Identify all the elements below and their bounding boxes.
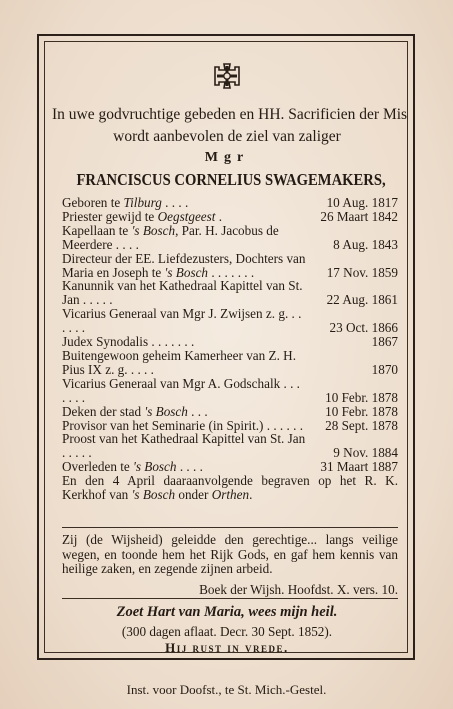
biography-entry [62, 419, 398, 433]
entry-date: 1870 [371, 361, 398, 377]
entry-date: 22 Aug. 1861 [326, 292, 398, 308]
title-prefix: Mgr [204, 150, 250, 165]
entry-text: Priester gewijd te Oegstgeest . [62, 208, 223, 224]
entry-text: Overleden te 's Bosch . . . . [62, 459, 203, 475]
biography-entry [62, 377, 398, 405]
biography-entry [62, 224, 398, 252]
divider [62, 527, 398, 528]
cross-ornament-icon [213, 62, 241, 90]
quote-source: Boek der Wijsh. Hoofdst. X. vers. 10. [199, 582, 398, 597]
entry-text: Buitengewoon geheim Kamerheer van Z. H. Pius IX z. g. . . . . [62, 347, 297, 377]
entry-date: 28 Sept. 1878 [325, 417, 398, 433]
entry-date: 8 Aug. 1843 [333, 236, 398, 252]
entry-date: 10 Febr. 1878 [325, 389, 398, 405]
entry-text: Directeur der EE. Liefdezusters, Dochters van Maria en Joseph te 's Bosch . . . . . . . [62, 250, 306, 280]
entry-date: 31 Maart 1887 [320, 459, 398, 475]
biography-entry [62, 307, 398, 335]
entry-text: Vicarius Generaal van Mgr A. Godschalk . . . . . . . [62, 375, 300, 405]
biography-entry [62, 335, 398, 349]
biography-entry [62, 405, 398, 419]
divider [62, 598, 398, 599]
deceased-name: FRANCISCUS CORNELIUS SWAGEMAKERS, [76, 170, 386, 189]
rest-in-peace: Hij rust in vrede. [165, 640, 289, 655]
entry-text: Vicarius Generaal van Mgr J. Zwijsen z. g. . . . . . . [62, 306, 302, 336]
entry-date: 26 Maart 1842 [320, 208, 398, 224]
entry-date: 10 Aug. 1817 [326, 195, 398, 210]
biography-entry [62, 349, 398, 377]
indulgence-note: (300 dagen aflaat. Decr. 30 Sept. 1852). [121, 624, 333, 639]
entry-text: Deken der stad 's Bosch . . . [62, 403, 208, 419]
burial-note: En den 4 April daaraanvolgende begraven op het R. K. Kerkhof van 's Bosch onder Orthen. [62, 473, 398, 503]
entry-text: Proost van het Kathedraal Kapittel van St. Jan . . . . . [62, 431, 306, 461]
entry-text: Kapellaan te 's Bosch, Par. H. Jacobus de Meerdere . . . . [62, 222, 279, 252]
entry-date: 10 Febr. 1878 [325, 403, 398, 419]
prayer-line: Zoet Hart van Maria, wees mijn heil. [116, 604, 338, 620]
biography-entry [62, 432, 398, 460]
biography-entry [62, 252, 398, 280]
entry-text: Kanunnik van het Kathedraal Kapittel van St. Jan . . . . . [62, 278, 303, 308]
intro-line-2: wordt aanbevolen de ziel van zaliger [113, 128, 341, 145]
biography-list [62, 196, 398, 502]
scripture-quote: Zij (de Wijsheid) geleidde den gerechtige... langs veilige wegen, en toonde hem het Rijk Gods, en gaf hem kennis van heilige zaken, en zegende zijnen arbeid. [62, 532, 398, 577]
entry-text: Judex Synodalis . . . . . . . [62, 334, 195, 350]
entry-date: 1867 [371, 334, 398, 350]
biography-entry [62, 279, 398, 307]
entry-date: 23 Oct. 1866 [329, 320, 398, 336]
entry-text: Geboren te Tilburg . . . . [62, 195, 189, 210]
entry-date: 9 Nov. 1884 [333, 445, 398, 461]
entry-text: Provisor van het Seminarie (in Spirit.) . . . . . . [62, 417, 304, 433]
printer-imprint: Inst. voor Doofst., te St. Mich.-Gestel. [126, 682, 327, 697]
biography-entry [62, 196, 398, 210]
entry-date: 17 Nov. 1859 [326, 264, 398, 280]
intro-line-1: In uwe godvruchtige gebeden en HH. Sacrificien der Mis [52, 106, 408, 123]
biography-entry [62, 460, 398, 474]
biography-entry [62, 210, 398, 224]
